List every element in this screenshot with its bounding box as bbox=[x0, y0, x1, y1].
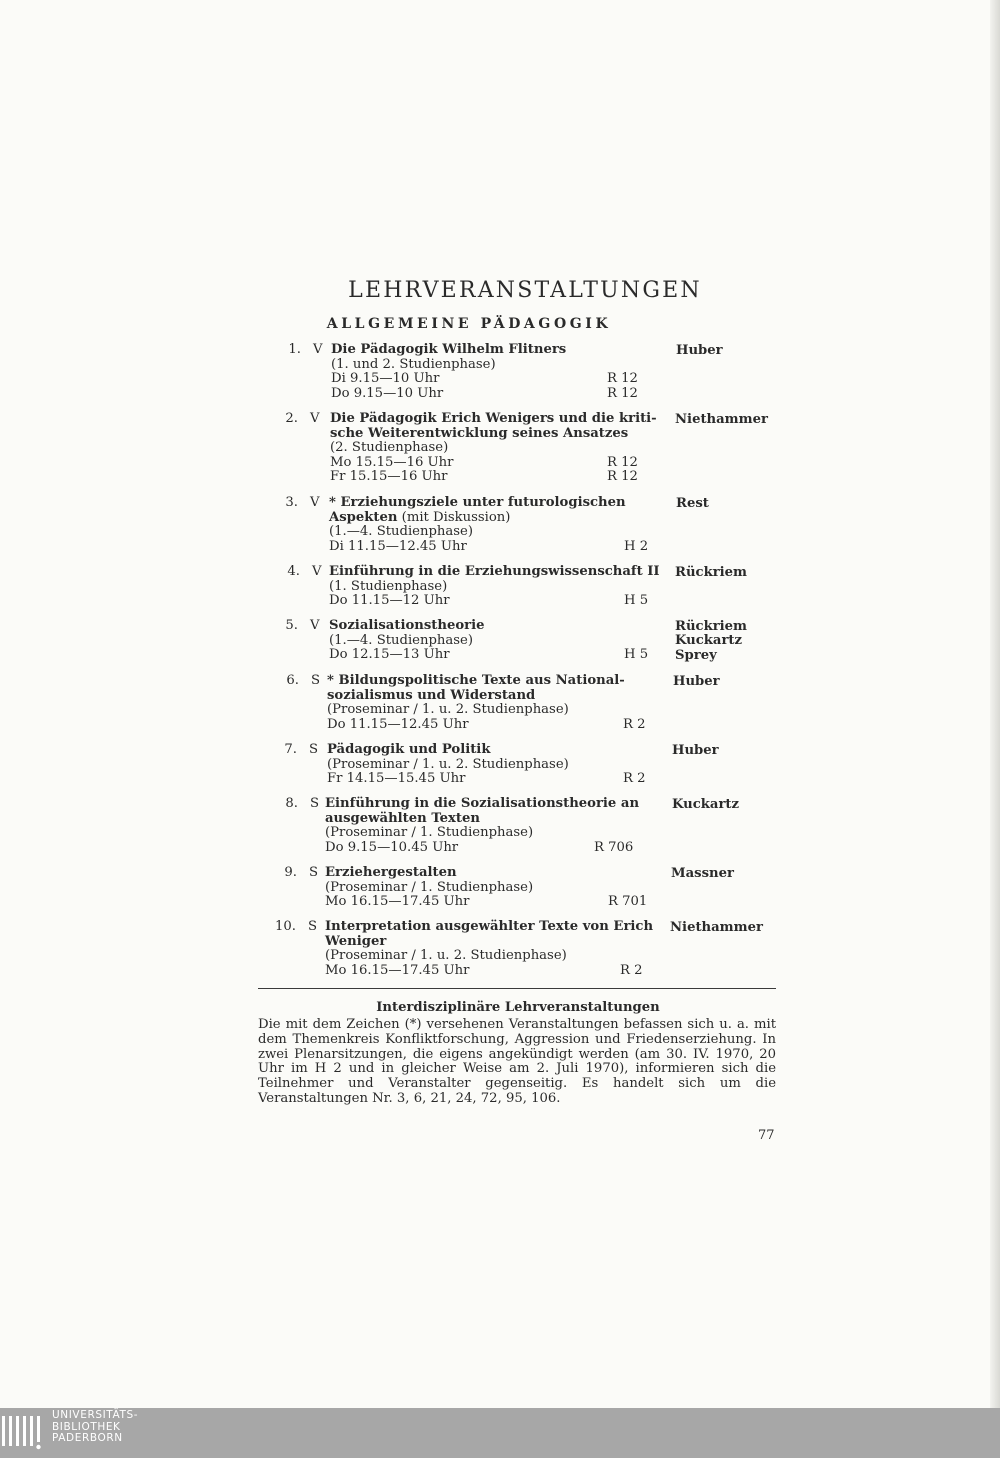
course-time: Di 9.15—10 Uhr bbox=[331, 371, 440, 387]
course-room: R 12 bbox=[607, 385, 638, 401]
course-phase: (1.—4. Studienphase) bbox=[329, 632, 473, 648]
course-details bbox=[325, 920, 655, 978]
page-number: 77 bbox=[758, 1128, 775, 1143]
course-title: Pädagogik und Politik bbox=[327, 742, 491, 757]
course-title-part: ausgewählten Texten bbox=[325, 810, 480, 826]
lecturer-name: Huber bbox=[673, 674, 720, 689]
course-number: 3. bbox=[285, 495, 298, 510]
course-schedule bbox=[329, 648, 659, 663]
course-title-part: Aspekten bbox=[329, 509, 398, 525]
course-title: Erziehergestalten bbox=[325, 865, 457, 880]
course-title: Einführung in die Sozialisationstheorie an bbox=[325, 796, 640, 811]
course-room: R 701 bbox=[608, 894, 648, 910]
course-type: S bbox=[309, 742, 319, 757]
course-room: H 2 bbox=[624, 538, 649, 554]
course-lecturers bbox=[675, 566, 747, 580]
course-title-part: Weniger bbox=[325, 933, 387, 949]
lecturer-name: Huber bbox=[672, 743, 719, 758]
course-number: 6. bbox=[286, 673, 299, 688]
course-title: Einführung in die Erziehungswissenschaft II bbox=[329, 564, 660, 579]
course-room: R 2 bbox=[620, 962, 643, 978]
course-schedule bbox=[329, 540, 659, 555]
course-title: Interpretation ausgewählter Texte von Erich bbox=[325, 919, 654, 934]
lecturer-name: Sprey bbox=[675, 647, 717, 663]
course-details bbox=[325, 866, 655, 910]
logo-line-2: BIBLIOTHEK bbox=[52, 1420, 121, 1433]
course-number: 2. bbox=[285, 411, 298, 426]
course-title-note: (mit Diskussion) bbox=[397, 509, 511, 525]
course-number: 8. bbox=[285, 796, 298, 811]
course-schedule bbox=[325, 841, 655, 856]
course-lecturers bbox=[675, 413, 768, 427]
course-lecturers bbox=[673, 675, 720, 689]
course-phase: (1.—4. Studienphase) bbox=[329, 524, 473, 540]
lecturer-name: Rückriem bbox=[675, 565, 748, 580]
course-schedule bbox=[331, 372, 661, 387]
course-phase: (Proseminar / 1. u. 2. Studienphase) bbox=[325, 948, 567, 964]
course-lecturers bbox=[672, 798, 739, 812]
course-schedule bbox=[325, 964, 655, 979]
course-time: Do 11.15—12.45 Uhr bbox=[327, 716, 469, 732]
course-phase: (Proseminar / 1. Studienphase) bbox=[325, 879, 534, 895]
course-schedule bbox=[327, 718, 657, 733]
course-room: H 5 bbox=[624, 647, 649, 663]
lecturer-name: Rest bbox=[676, 496, 709, 511]
page-title: LEHRVERANSTALTUNGEN bbox=[348, 278, 702, 303]
course-phase: (2. Studienphase) bbox=[330, 440, 449, 456]
logo-line-1: UNIVERSITÄTS- bbox=[52, 1409, 139, 1421]
course-phase: (Proseminar / 1. u. 2. Studienphase) bbox=[327, 702, 569, 718]
course-details bbox=[327, 743, 657, 787]
course-time: Do 9.15—10.45 Uhr bbox=[325, 839, 459, 855]
course-title-continued bbox=[325, 935, 655, 950]
course-schedule bbox=[329, 594, 659, 609]
course-title: * Erziehungsziele unter futurologischen bbox=[329, 495, 626, 510]
course-number: 4. bbox=[287, 564, 300, 579]
course-title: Die Pädagogik Erich Wenigers und die kriti- bbox=[330, 411, 657, 426]
course-type: S bbox=[310, 796, 320, 811]
course-number: 1. bbox=[288, 342, 301, 357]
lecturer-name: Niethammer bbox=[670, 920, 763, 935]
course-time: Do 9.15—10 Uhr bbox=[331, 385, 444, 401]
course-lecturers bbox=[670, 921, 763, 935]
course-room: R 12 bbox=[607, 454, 638, 470]
course-type: V bbox=[310, 495, 320, 510]
course-details bbox=[329, 565, 659, 609]
course-lecturers bbox=[676, 344, 723, 358]
lecturer-name: Rückriem bbox=[675, 619, 748, 634]
course-phase: (Proseminar / 1. Studienphase) bbox=[325, 825, 534, 841]
course-time: Mo 16.15—17.45 Uhr bbox=[325, 962, 470, 978]
course-type: V bbox=[312, 564, 322, 579]
course-room: R 2 bbox=[623, 771, 646, 787]
course-type: S bbox=[308, 919, 318, 934]
logo-line-3: PADERBORN bbox=[52, 1432, 123, 1444]
course-type: S bbox=[311, 673, 321, 688]
course-title: Sozialisationstheorie bbox=[329, 618, 485, 633]
course-number: 5. bbox=[285, 618, 298, 633]
course-title-continued bbox=[325, 812, 655, 827]
course-type: V bbox=[313, 342, 323, 357]
course-details bbox=[327, 674, 657, 732]
course-number: 7. bbox=[284, 742, 297, 757]
section-title: ALLGEMEINE PÄDAGOGIK bbox=[326, 316, 612, 332]
interdisciplinary-text: Die mit dem Zeichen (*) versehenen Veranstaltungen befassen sich u. a. mit dem Themenkreis Konfliktforschung, Aggression und Friedenserziehung. In zwei Plenarsitzungen, die eigens angekündigt werden (am 30. IV. 1970, 20 Uhr im H 2 und in gleicher Weise am 2. Juli 1970), informieren sich die Teilnehmer und Veranstalter gegenseitig. Es handelt sich um die Veranstaltungen Nr. 3, 6, 21, 24, 72, 95, 106. bbox=[258, 1017, 776, 1106]
course-schedule bbox=[327, 772, 657, 787]
course-room: R 12 bbox=[607, 371, 638, 387]
lecturer-name: Massner bbox=[671, 866, 734, 881]
course-time: Do 12.15—13 Uhr bbox=[329, 647, 450, 663]
course-time: Fr 14.15—15.45 Uhr bbox=[327, 771, 466, 787]
course-room: R 2 bbox=[623, 716, 646, 732]
scan-edge-shadow bbox=[990, 0, 1000, 1408]
course-title-part: sozialismus und Widerstand bbox=[327, 687, 536, 703]
course-phase: (Proseminar / 1. u. 2. Studienphase) bbox=[327, 756, 569, 772]
course-type: S bbox=[309, 865, 319, 880]
course-time: Do 11.15—12 Uhr bbox=[329, 593, 450, 609]
course-type: V bbox=[310, 411, 320, 426]
course-title-part: sche Weiterentwicklung seines Ansatzes bbox=[330, 425, 629, 441]
course-title: * Bildungspolitische Texte aus National- bbox=[327, 673, 625, 688]
course-phase: (1. Studienphase) bbox=[329, 578, 448, 594]
footer-bar bbox=[0, 1408, 1000, 1458]
course-title-continued bbox=[327, 689, 657, 704]
course-details bbox=[329, 619, 659, 663]
lecturer-name: Kuckartz bbox=[672, 797, 739, 812]
course-schedule bbox=[330, 470, 660, 485]
course-number: 10. bbox=[275, 919, 296, 934]
course-schedule bbox=[325, 895, 655, 910]
library-logo-icon bbox=[0, 1412, 46, 1452]
course-details bbox=[330, 412, 660, 485]
course-time: Fr 15.15—16 Uhr bbox=[330, 469, 448, 485]
course-lecturers bbox=[675, 620, 747, 663]
divider-line bbox=[258, 988, 776, 989]
interdisciplinary-title: Interdisziplinäre Lehrveranstaltungen bbox=[376, 1000, 660, 1015]
course-title-continued bbox=[329, 511, 659, 526]
course-lecturers bbox=[671, 867, 734, 881]
course-schedule bbox=[331, 387, 661, 402]
course-room: R 12 bbox=[607, 469, 638, 485]
course-details bbox=[329, 496, 659, 554]
course-time: Mo 15.15—16 Uhr bbox=[330, 454, 454, 470]
library-logo-text bbox=[52, 1410, 138, 1445]
course-lecturers bbox=[676, 497, 709, 511]
course-number: 9. bbox=[284, 865, 297, 880]
lecturer-name: Kuckartz bbox=[675, 633, 742, 649]
course-details bbox=[325, 797, 655, 855]
course-schedule bbox=[330, 456, 660, 471]
course-time: Di 11.15—12.45 Uhr bbox=[329, 538, 467, 554]
course-type: V bbox=[310, 618, 320, 633]
course-room: H 5 bbox=[624, 593, 649, 609]
course-title-continued bbox=[330, 427, 660, 442]
lecturer-name: Niethammer bbox=[675, 412, 768, 427]
course-phase: (1. und 2. Studienphase) bbox=[331, 356, 496, 372]
lecturer-name: Huber bbox=[676, 343, 723, 358]
course-lecturers bbox=[672, 744, 719, 758]
course-room: R 706 bbox=[594, 839, 634, 855]
course-time: Mo 16.15—17.45 Uhr bbox=[325, 894, 470, 910]
course-details bbox=[331, 343, 661, 401]
course-title: Die Pädagogik Wilhelm Flitners bbox=[331, 342, 567, 357]
